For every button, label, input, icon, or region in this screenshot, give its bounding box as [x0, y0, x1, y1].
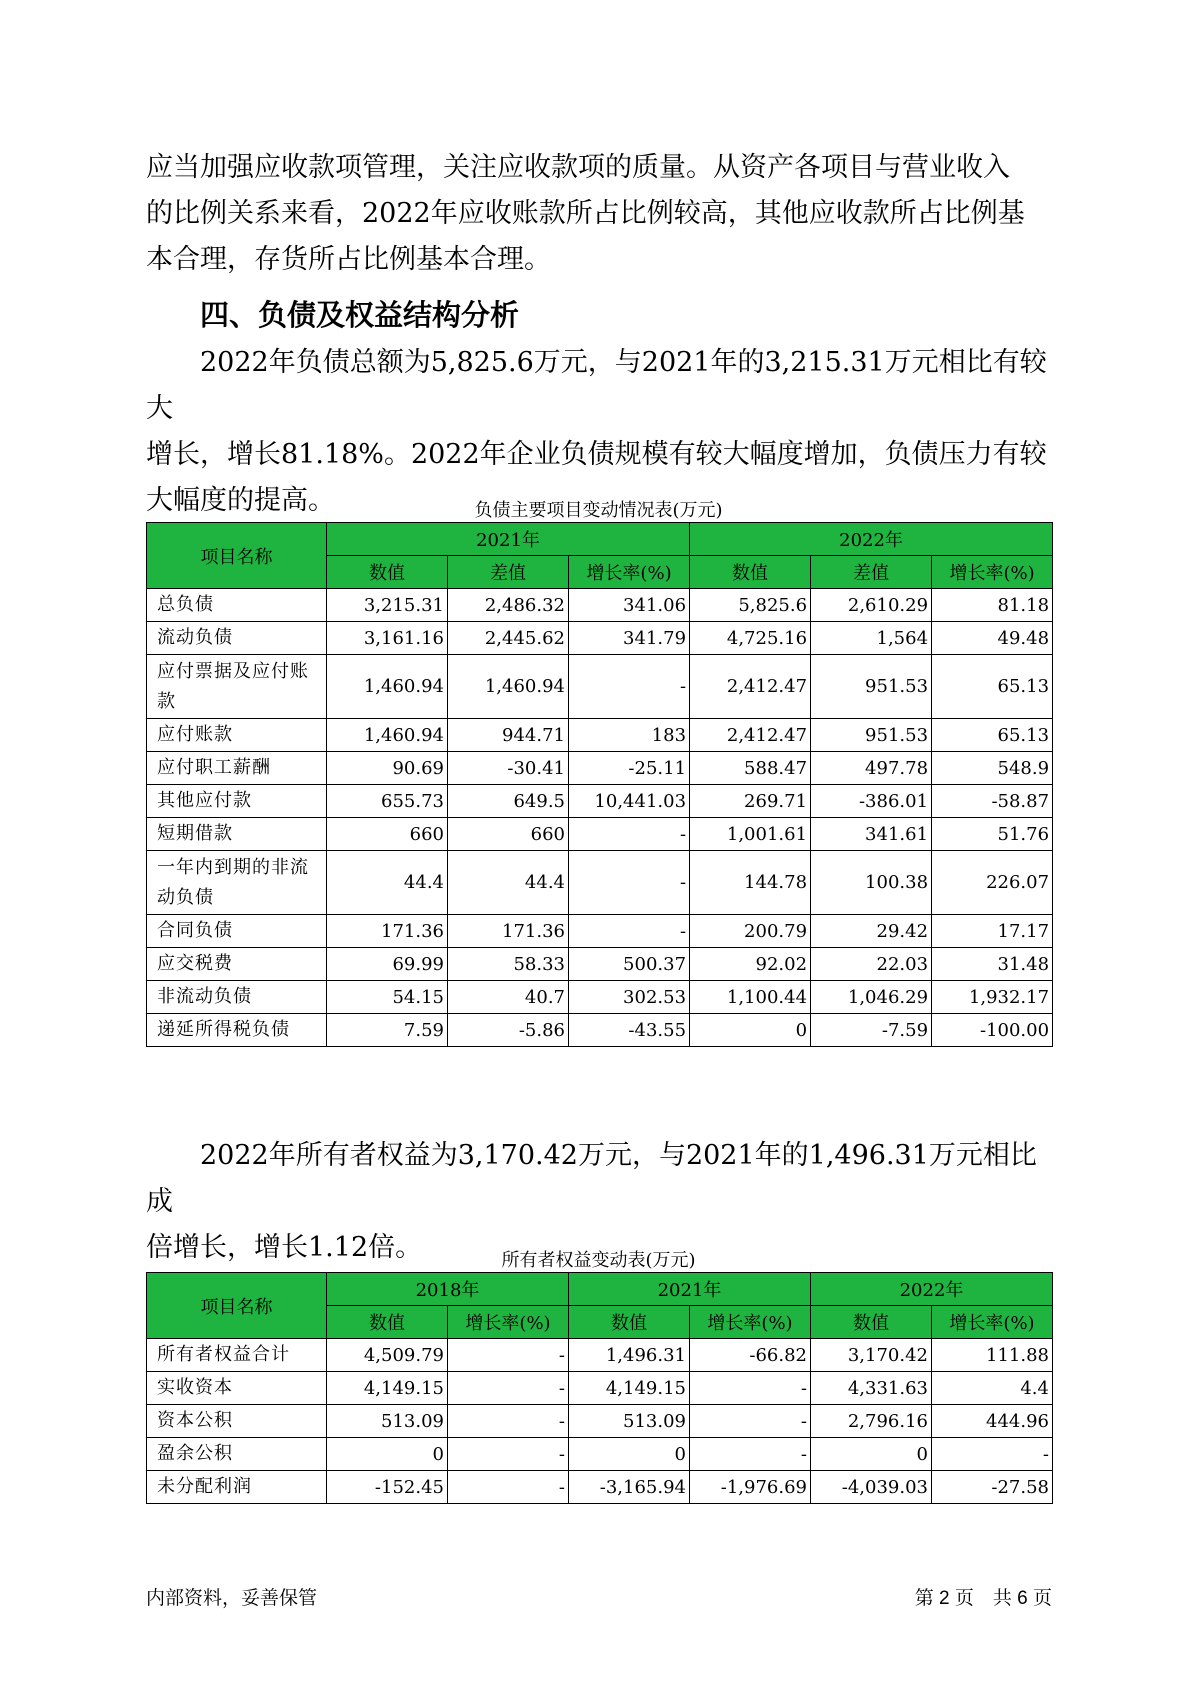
column-header: 数值 [327, 1306, 448, 1339]
table-cell: 3,161.16 [327, 622, 448, 655]
column-header: 增长率(%) [569, 556, 690, 589]
table-cell: -1,976.69 [690, 1471, 811, 1504]
table-cell: -25.11 [569, 752, 690, 785]
table-cell: - [569, 818, 690, 851]
table-cell: 40.7 [448, 981, 569, 1014]
table-cell: -30.41 [448, 752, 569, 785]
table-cell: -5.86 [448, 1014, 569, 1047]
table-cell: 10,441.03 [569, 785, 690, 818]
row-label: 流动负债 [147, 622, 327, 655]
table-cell: 171.36 [448, 915, 569, 948]
table-cell: - [690, 1372, 811, 1405]
table-cell: 500.37 [569, 948, 690, 981]
column-header-item-name: 项目名称 [147, 1273, 327, 1339]
table-cell: - [448, 1471, 569, 1504]
text-line: 大幅度的提高。 [146, 485, 335, 516]
table-cell: 4,509.79 [327, 1339, 448, 1372]
row-label: 盈余公积 [147, 1438, 327, 1471]
year-header: 2018年 [327, 1273, 569, 1306]
table-cell: 341.06 [569, 589, 690, 622]
row-label: 合同负债 [147, 915, 327, 948]
table-cell: 588.47 [690, 752, 811, 785]
year-header: 2022年 [690, 523, 1053, 556]
intro-paragraph [146, 145, 1051, 283]
table-row [147, 752, 1053, 785]
table-cell: 183 [569, 719, 690, 752]
table-cell: 100.38 [811, 851, 932, 915]
table-cell: 1,496.31 [569, 1339, 690, 1372]
column-header: 增长率(%) [690, 1306, 811, 1339]
text-line: 增长，增长81.18%。2022年企业负债规模有较大幅度增加，负债压力有较 [146, 439, 1047, 470]
row-label: 应交税费 [147, 948, 327, 981]
table-cell: - [569, 915, 690, 948]
table-cell: 497.78 [811, 752, 932, 785]
table-cell: -3,165.94 [569, 1471, 690, 1504]
table-cell: -66.82 [690, 1339, 811, 1372]
table-cell: -27.58 [932, 1471, 1053, 1504]
table-row [147, 1339, 1053, 1372]
table-row [147, 655, 1053, 719]
row-label: 总负债 [147, 589, 327, 622]
row-label: 递延所得税负债 [147, 1014, 327, 1047]
table-cell: - [448, 1372, 569, 1405]
table-row [147, 851, 1053, 915]
table-row [147, 785, 1053, 818]
table-row [147, 981, 1053, 1014]
table-cell: 5,825.6 [690, 589, 811, 622]
table-cell: 81.18 [932, 589, 1053, 622]
table-cell: 660 [327, 818, 448, 851]
table-cell: 513.09 [569, 1405, 690, 1438]
table-cell: 3,170.42 [811, 1339, 932, 1372]
table-cell: -4,039.03 [811, 1471, 932, 1504]
column-header: 数值 [690, 556, 811, 589]
table-cell: 513.09 [327, 1405, 448, 1438]
column-header: 增长率(%) [448, 1306, 569, 1339]
text-line: 本合理，存货所占比例基本合理。 [146, 244, 551, 275]
table-row [147, 818, 1053, 851]
table-row [147, 1405, 1053, 1438]
year-header: 2021年 [327, 523, 690, 556]
table-cell: - [448, 1405, 569, 1438]
table-cell: 0 [569, 1438, 690, 1471]
footer-confidential-note: 内部资料，妥善保管 [146, 1588, 318, 1609]
footer-page-number: 第 2 页 共 6 页 [914, 1588, 1052, 1609]
table-cell: 944.71 [448, 719, 569, 752]
table-cell: 44.4 [327, 851, 448, 915]
table-cell: 4,331.63 [811, 1372, 932, 1405]
text-line: 倍增长，增长1.12倍。 [146, 1232, 423, 1263]
table-cell: 649.5 [448, 785, 569, 818]
table-cell: 2,796.16 [811, 1405, 932, 1438]
table-cell: 0 [327, 1438, 448, 1471]
table-cell: 65.13 [932, 655, 1053, 719]
table-cell: 7.59 [327, 1014, 448, 1047]
table-caption: 所有者权益变动表(万元) [501, 1250, 696, 1271]
table-cell: 3,215.31 [327, 589, 448, 622]
table-row [147, 1438, 1053, 1471]
table-cell: 1,100.44 [690, 981, 811, 1014]
table-cell: 2,445.62 [448, 622, 569, 655]
table-cell: - [569, 655, 690, 719]
table-cell: 31.48 [932, 948, 1053, 981]
table-cell: 90.69 [327, 752, 448, 785]
table-cell: 1,460.94 [327, 655, 448, 719]
table-row [147, 1014, 1053, 1047]
table-cell: 660 [448, 818, 569, 851]
table-cell: - [932, 1438, 1053, 1471]
table-cell: 951.53 [811, 655, 932, 719]
table-cell: 69.99 [327, 948, 448, 981]
column-header: 数值 [811, 1306, 932, 1339]
table-cell: 17.17 [932, 915, 1053, 948]
table-cell: 1,460.94 [448, 655, 569, 719]
table-cell: 200.79 [690, 915, 811, 948]
text-line: 的比例关系来看，2022年应收账款所占比例较高，其他应收款所占比例基 [146, 198, 1025, 229]
liability-table [146, 522, 1053, 1047]
table-cell: 4,725.16 [690, 622, 811, 655]
table-cell: - [569, 851, 690, 915]
table-cell: 1,932.17 [932, 981, 1053, 1014]
table-cell: 226.07 [932, 851, 1053, 915]
table-cell: 1,460.94 [327, 719, 448, 752]
year-header: 2022年 [811, 1273, 1053, 1306]
table-cell: 269.71 [690, 785, 811, 818]
column-header: 增长率(%) [932, 1306, 1053, 1339]
table-cell: 92.02 [690, 948, 811, 981]
table-cell: - [690, 1438, 811, 1471]
table-cell: 22.03 [811, 948, 932, 981]
table-cell: - [690, 1405, 811, 1438]
table-cell: 4.4 [932, 1372, 1053, 1405]
column-header: 差值 [811, 556, 932, 589]
row-label: 非流动负债 [147, 981, 327, 1014]
table-cell: 0 [811, 1438, 932, 1471]
table-cell: 44.4 [448, 851, 569, 915]
table-cell: 655.73 [327, 785, 448, 818]
text-line: 应当加强应收款项管理，关注应收款项的质量。从资产各项目与营业收入 [146, 152, 1010, 183]
table-cell: 2,486.32 [448, 589, 569, 622]
table-cell: 302.53 [569, 981, 690, 1014]
table-cell: 444.96 [932, 1405, 1053, 1438]
row-label: 一年内到期的非流动负债 [147, 851, 327, 915]
table-cell: 144.78 [690, 851, 811, 915]
column-header: 数值 [569, 1306, 690, 1339]
row-label: 应付票据及应付账款 [147, 655, 327, 719]
row-label: 应付账款 [147, 719, 327, 752]
column-header-item-name: 项目名称 [147, 523, 327, 589]
table-cell: 4,149.15 [327, 1372, 448, 1405]
table-row [147, 1471, 1053, 1504]
year-header: 2021年 [569, 1273, 811, 1306]
table-cell: 0 [690, 1014, 811, 1047]
row-label: 未分配利润 [147, 1471, 327, 1504]
table-cell: 1,564 [811, 622, 932, 655]
equity-table [146, 1272, 1053, 1504]
row-label: 实收资本 [147, 1372, 327, 1405]
table-cell: - [448, 1339, 569, 1372]
table-cell: 54.15 [327, 981, 448, 1014]
table-cell: -386.01 [811, 785, 932, 818]
table-cell: 1,001.61 [690, 818, 811, 851]
table-cell: 341.61 [811, 818, 932, 851]
table-cell: 4,149.15 [569, 1372, 690, 1405]
table-cell: - [448, 1438, 569, 1471]
table-cell: 2,610.29 [811, 589, 932, 622]
table-row [147, 622, 1053, 655]
table-cell: 951.53 [811, 719, 932, 752]
table-row [147, 719, 1053, 752]
table-cell: 341.79 [569, 622, 690, 655]
row-label: 所有者权益合计 [147, 1339, 327, 1372]
table-cell: -152.45 [327, 1471, 448, 1504]
table-cell: 171.36 [327, 915, 448, 948]
table-cell: 111.88 [932, 1339, 1053, 1372]
section-heading: 四、负债及权益结构分析 [200, 298, 520, 332]
table-cell: 49.48 [932, 622, 1053, 655]
table-cell: -7.59 [811, 1014, 932, 1047]
table-cell: -43.55 [569, 1014, 690, 1047]
row-label: 资本公积 [147, 1405, 327, 1438]
table-row [147, 589, 1053, 622]
table-cell: 51.76 [932, 818, 1053, 851]
row-label: 短期借款 [147, 818, 327, 851]
table-caption: 负债主要项目变动情况表(万元) [474, 500, 723, 521]
row-label: 其他应付款 [147, 785, 327, 818]
table-row [147, 1372, 1053, 1405]
row-label: 应付职工薪酬 [147, 752, 327, 785]
table-cell: 65.13 [932, 719, 1053, 752]
table-cell: 29.42 [811, 915, 932, 948]
table-row [147, 948, 1053, 981]
table-cell: 2,412.47 [690, 655, 811, 719]
table-cell: 548.9 [932, 752, 1053, 785]
column-header: 增长率(%) [932, 556, 1053, 589]
table-cell: -100.00 [932, 1014, 1053, 1047]
table-row [147, 915, 1053, 948]
text-line: 2022年负债总额为5,825.6万元，与2021年的3,215.31万元相比有较大 [146, 347, 1047, 424]
text-line: 2022年所有者权益为3,170.42万元，与2021年的1,496.31万元相比成 [146, 1140, 1037, 1217]
table-cell: 1,046.29 [811, 981, 932, 1014]
table-cell: -58.87 [932, 785, 1053, 818]
table-cell: 2,412.47 [690, 719, 811, 752]
table-cell: 58.33 [448, 948, 569, 981]
column-header: 数值 [327, 556, 448, 589]
column-header: 差值 [448, 556, 569, 589]
